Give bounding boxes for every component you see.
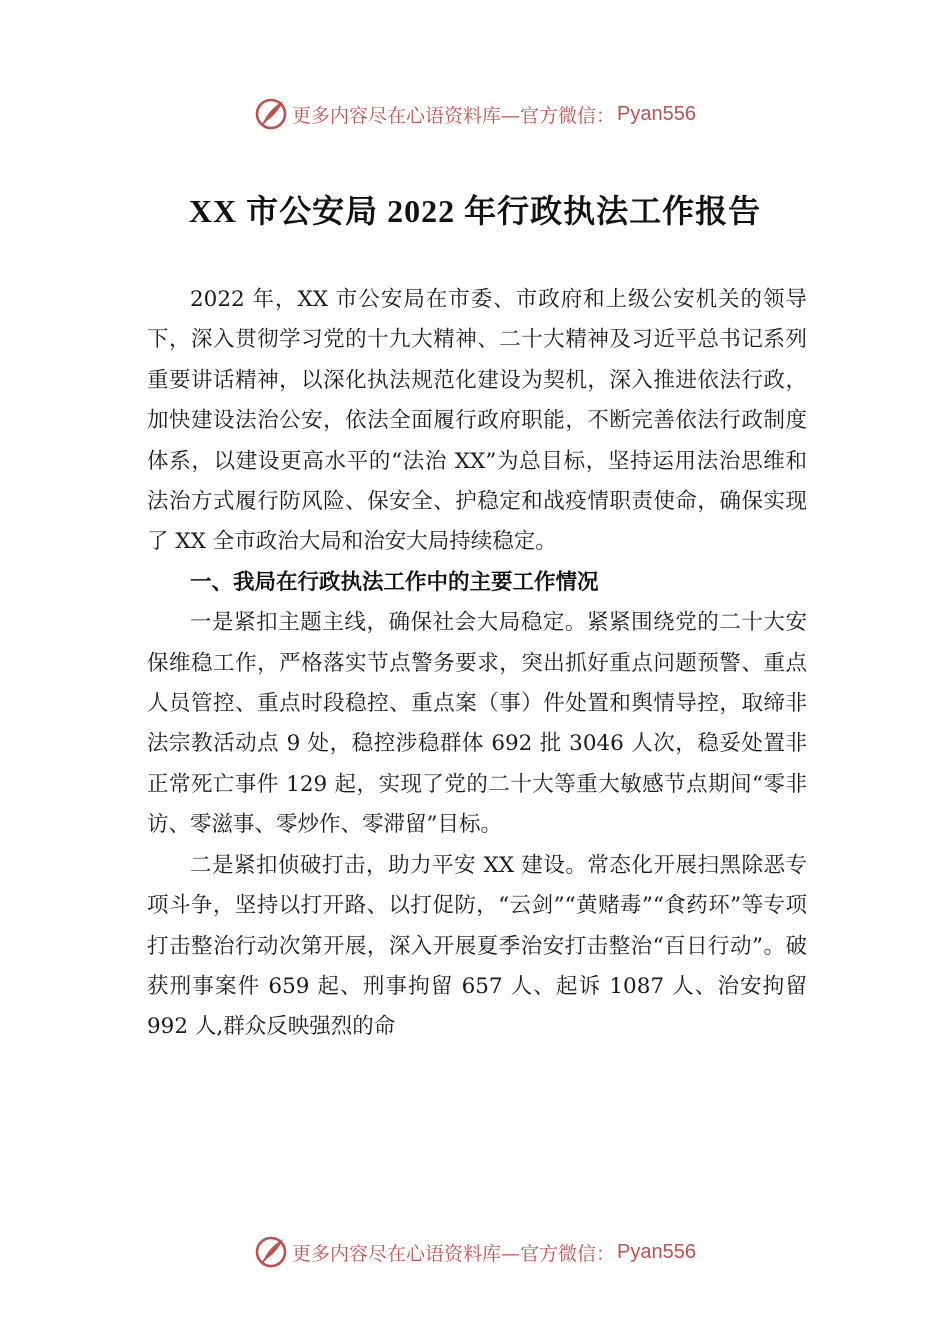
- watermark-wechat-id: Pyan556: [617, 1240, 696, 1263]
- watermark-text: 更多内容尽在心语资料库—官方微信：: [292, 1242, 616, 1265]
- body-paragraph: 一是紧扣主题主线，确保社会大局稳定。紧紧围绕党的二十大安保维稳工作，严格落实节点警务要求，突出抓好重点问题预警、重点人员管控、重点时段稳控、重点案（事）件处置和舆情导控，取缔非法宗教活动点 9 处，稳控涉稳群体 692 批 3046 人次，稳妥处置非正常死亡事件 129 起，实现了党的二十大等重大敏感节点期间“零非访、零滋事、零炒作、零滞留”目标。: [147, 610, 807, 838]
- watermark-banner-top: [0, 94, 950, 134]
- quill-logo-icon: [254, 1235, 288, 1269]
- watermark-text: 更多内容尽在心语资料库—官方微信：: [292, 104, 616, 127]
- watermark-wechat-id: Pyan556: [617, 102, 696, 125]
- section-heading: 一、我局在行政执法工作中的主要工作情况: [190, 569, 599, 595]
- watermark-banner-bottom: [0, 1232, 950, 1272]
- quill-logo-icon: [254, 97, 288, 131]
- document-title: XX 市公安局 2022 年行政执法工作报告: [188, 193, 762, 229]
- document-body: [147, 280, 807, 1048]
- body-paragraph: 二是紧扣侦破打击，助力平安 XX 建设。常态化开展扫黑除恶专项斗争，坚持以打开路、以打促防，“云剑”“黄赌毒”“食药环”等专项打击整治行动次第开展，深入开展夏季治安打击整治“百日行动”。破获刑事案件 659 起、刑事拘留 657 人、起诉 1087 人、治安拘留 992 人,群众反映强烈的命: [147, 852, 807, 1040]
- intro-paragraph: 2022 年，XX 市公安局在市委、市政府和上级公安机关的领导下，深入贯彻学习党的十九大精神、二十大精神及习近平总书记系列重要讲话精神，以深化执法规范化建设为契机，深入推进依法行政，加快建设法治公安，依法全面履行政府职能，不断完善依法行政制度体系，以建设更高水平的“法治 XX”为总目标，坚持运用法治思维和法治方式履行防风险、保安全、护稳定和战疫情职责使命，确保实现了 XX 全市政治大局和治安大局持续稳定。: [147, 287, 807, 555]
